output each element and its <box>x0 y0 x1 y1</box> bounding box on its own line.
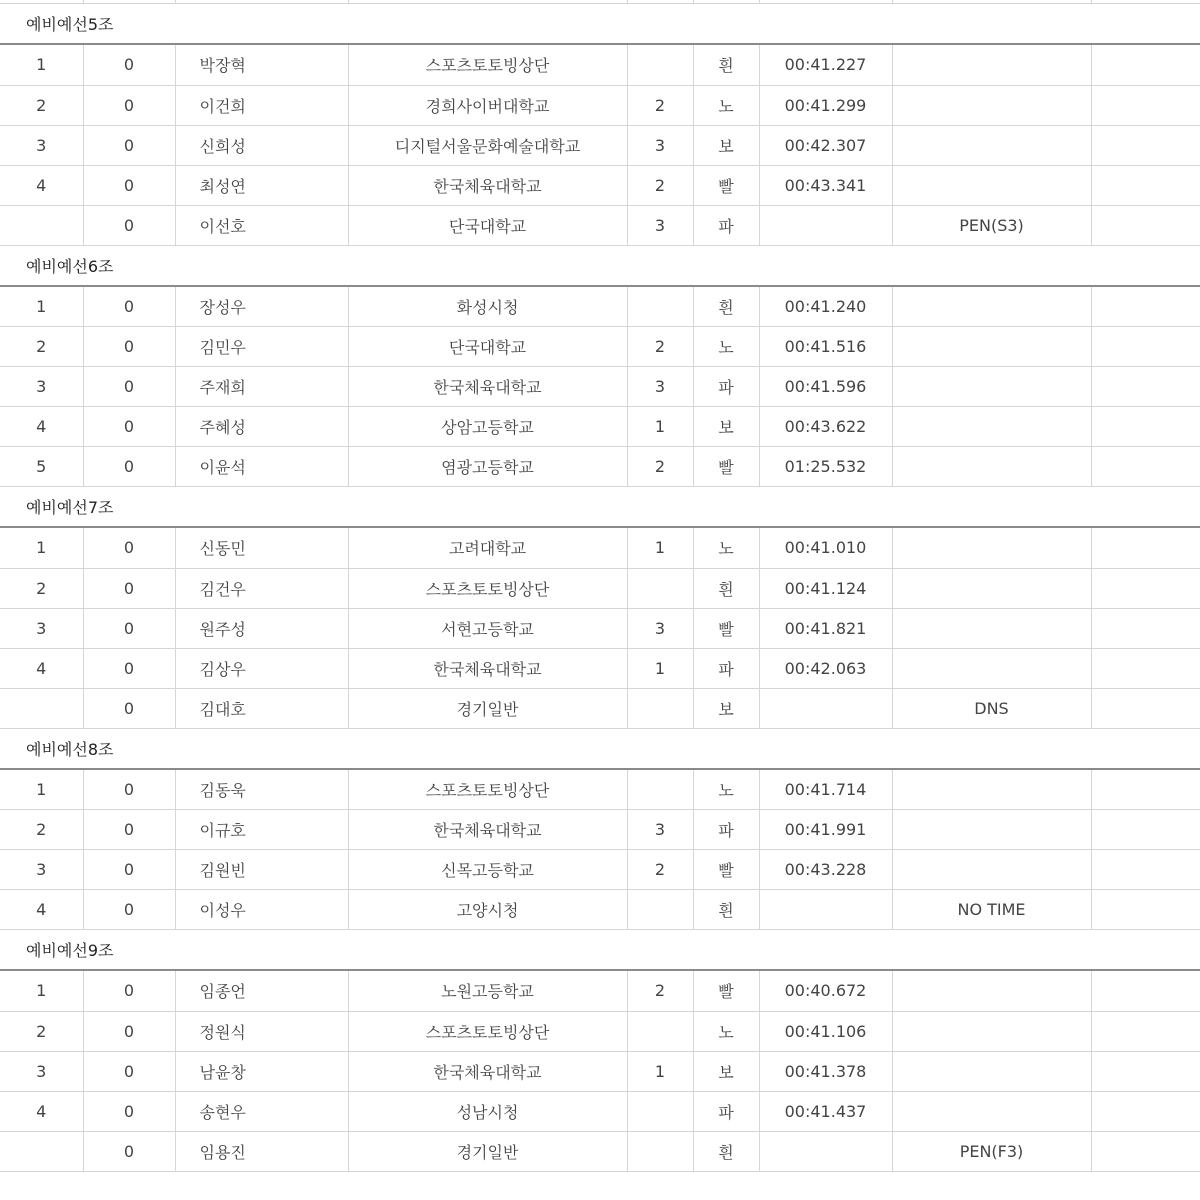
value-cell: 0 <box>83 165 175 205</box>
rank-cell: 4 <box>0 407 83 447</box>
helmet-color-cell: 노 <box>693 327 759 367</box>
helmet-color-cell: 노 <box>693 85 759 125</box>
note-cell <box>892 165 1091 205</box>
time-cell: 00:41.010 <box>759 528 892 568</box>
value-cell: 0 <box>83 850 175 890</box>
grade-cell: 1 <box>627 648 693 688</box>
empty-cell <box>1091 327 1200 367</box>
note-cell <box>892 608 1091 648</box>
value-cell: 0 <box>83 971 175 1011</box>
team-cell: 성남시청 <box>348 1091 627 1131</box>
time-cell: 00:41.299 <box>759 85 892 125</box>
value-cell: 0 <box>83 407 175 447</box>
rank-cell: 2 <box>0 568 83 608</box>
helmet-color-cell: 빨 <box>693 165 759 205</box>
table-row <box>0 770 1200 810</box>
value-cell: 0 <box>83 1091 175 1131</box>
table-row <box>0 407 1200 447</box>
results-table <box>0 528 1200 729</box>
table-row <box>0 850 1200 890</box>
results-list <box>0 4 1200 1172</box>
grade-cell <box>627 1011 693 1051</box>
time-cell: 00:40.672 <box>759 971 892 1011</box>
table-row <box>0 125 1200 165</box>
value-cell: 0 <box>83 810 175 850</box>
athlete-name-cell: 김동욱 <box>175 770 348 810</box>
athlete-name-cell: 임용진 <box>175 1131 348 1171</box>
grade-cell: 3 <box>627 608 693 648</box>
empty-cell <box>1091 770 1200 810</box>
time-cell <box>759 1131 892 1171</box>
empty-cell <box>1091 850 1200 890</box>
team-cell: 염광고등학교 <box>348 447 627 487</box>
athlete-name-cell: 이성우 <box>175 890 348 930</box>
time-cell: 00:43.228 <box>759 850 892 890</box>
rank-cell: 2 <box>0 85 83 125</box>
helmet-color-cell: 노 <box>693 770 759 810</box>
time-cell: 00:41.240 <box>759 287 892 327</box>
rank-cell: 5 <box>0 447 83 487</box>
grade-cell <box>627 568 693 608</box>
helmet-color-cell: 흰 <box>693 568 759 608</box>
time-cell <box>759 890 892 930</box>
time-cell: 00:41.596 <box>759 367 892 407</box>
empty-cell <box>1091 810 1200 850</box>
team-cell: 스포츠토토빙상단 <box>348 770 627 810</box>
value-cell: 0 <box>83 1011 175 1051</box>
grade-cell <box>627 1091 693 1131</box>
grade-cell: 3 <box>627 125 693 165</box>
heat-title: 예비예선7조 <box>0 487 1200 528</box>
athlete-name-cell: 송현우 <box>175 1091 348 1131</box>
grade-cell <box>627 1131 693 1171</box>
table-row <box>0 367 1200 407</box>
note-cell <box>892 568 1091 608</box>
team-cell: 상암고등학교 <box>348 407 627 447</box>
time-cell: 00:41.378 <box>759 1051 892 1091</box>
helmet-color-cell: 보 <box>693 125 759 165</box>
athlete-name-cell: 임종언 <box>175 971 348 1011</box>
helmet-color-cell: 흰 <box>693 287 759 327</box>
time-cell: 00:41.821 <box>759 608 892 648</box>
value-cell: 0 <box>83 648 175 688</box>
table-row <box>0 608 1200 648</box>
rank-cell: 3 <box>0 1051 83 1091</box>
empty-cell <box>1091 165 1200 205</box>
team-cell: 단국대학교 <box>348 205 627 245</box>
grade-cell <box>627 688 693 728</box>
time-cell <box>759 205 892 245</box>
table-row <box>0 648 1200 688</box>
time-cell: 00:41.227 <box>759 45 892 85</box>
team-cell: 스포츠토토빙상단 <box>348 45 627 85</box>
team-cell: 노원고등학교 <box>348 971 627 1011</box>
value-cell: 0 <box>83 287 175 327</box>
results-table <box>0 45 1200 246</box>
grade-cell <box>627 890 693 930</box>
athlete-name-cell: 신희성 <box>175 125 348 165</box>
heat-section <box>0 246 1200 488</box>
helmet-color-cell: 파 <box>693 367 759 407</box>
table-row <box>0 327 1200 367</box>
helmet-color-cell: 빨 <box>693 447 759 487</box>
empty-cell <box>1091 1051 1200 1091</box>
rank-cell: 3 <box>0 367 83 407</box>
time-cell: 00:42.307 <box>759 125 892 165</box>
athlete-name-cell: 원주성 <box>175 608 348 648</box>
note-cell <box>892 850 1091 890</box>
athlete-name-cell: 신동민 <box>175 528 348 568</box>
table-row <box>0 205 1200 245</box>
helmet-color-cell: 노 <box>693 528 759 568</box>
athlete-name-cell: 이선호 <box>175 205 348 245</box>
team-cell: 신목고등학교 <box>348 850 627 890</box>
time-cell: 00:41.106 <box>759 1011 892 1051</box>
rank-cell <box>0 688 83 728</box>
grade-cell: 2 <box>627 447 693 487</box>
table-row <box>0 528 1200 568</box>
empty-cell <box>1091 85 1200 125</box>
grade-cell: 1 <box>627 1051 693 1091</box>
value-cell: 0 <box>83 568 175 608</box>
empty-cell <box>1091 608 1200 648</box>
helmet-color-cell: 파 <box>693 1091 759 1131</box>
rank-cell: 1 <box>0 287 83 327</box>
grade-cell: 3 <box>627 367 693 407</box>
team-cell: 스포츠토토빙상단 <box>348 568 627 608</box>
grade-cell: 3 <box>627 205 693 245</box>
note-cell <box>892 1011 1091 1051</box>
team-cell: 한국체육대학교 <box>348 367 627 407</box>
rank-cell: 1 <box>0 528 83 568</box>
athlete-name-cell: 이윤석 <box>175 447 348 487</box>
empty-cell <box>1091 287 1200 327</box>
value-cell: 0 <box>83 890 175 930</box>
heat-section <box>0 487 1200 729</box>
note-cell: NO TIME <box>892 890 1091 930</box>
helmet-color-cell: 빨 <box>693 608 759 648</box>
value-cell: 0 <box>83 367 175 407</box>
empty-cell <box>1091 648 1200 688</box>
athlete-name-cell: 남윤창 <box>175 1051 348 1091</box>
heat-section <box>0 4 1200 246</box>
team-cell: 서현고등학교 <box>348 608 627 648</box>
table-row <box>0 688 1200 728</box>
note-cell <box>892 770 1091 810</box>
helmet-color-cell: 파 <box>693 205 759 245</box>
helmet-color-cell: 보 <box>693 1051 759 1091</box>
time-cell: 00:41.437 <box>759 1091 892 1131</box>
empty-cell <box>1091 1091 1200 1131</box>
value-cell: 0 <box>83 327 175 367</box>
results-table <box>0 770 1200 931</box>
note-cell <box>892 45 1091 85</box>
empty-cell <box>1091 367 1200 407</box>
note-cell <box>892 528 1091 568</box>
helmet-color-cell: 파 <box>693 648 759 688</box>
table-row <box>0 568 1200 608</box>
heat-title: 예비예선6조 <box>0 246 1200 287</box>
note-cell <box>892 648 1091 688</box>
empty-cell <box>1091 688 1200 728</box>
athlete-name-cell: 박장혁 <box>175 45 348 85</box>
team-cell: 단국대학교 <box>348 327 627 367</box>
athlete-name-cell: 이건희 <box>175 85 348 125</box>
helmet-color-cell: 보 <box>693 407 759 447</box>
team-cell: 한국체육대학교 <box>348 165 627 205</box>
athlete-name-cell: 김민우 <box>175 327 348 367</box>
note-cell <box>892 407 1091 447</box>
athlete-name-cell: 주혜성 <box>175 407 348 447</box>
rank-cell: 3 <box>0 850 83 890</box>
team-cell: 스포츠토토빙상단 <box>348 1011 627 1051</box>
value-cell: 0 <box>83 85 175 125</box>
time-cell: 00:43.341 <box>759 165 892 205</box>
note-cell <box>892 367 1091 407</box>
athlete-name-cell: 주재희 <box>175 367 348 407</box>
table-row <box>0 1011 1200 1051</box>
heat-title: 예비예선9조 <box>0 930 1200 971</box>
empty-cell <box>1091 528 1200 568</box>
helmet-color-cell: 흰 <box>693 890 759 930</box>
rank-cell: 2 <box>0 327 83 367</box>
athlete-name-cell: 장성우 <box>175 287 348 327</box>
helmet-color-cell: 빨 <box>693 850 759 890</box>
time-cell: 00:42.063 <box>759 648 892 688</box>
team-cell: 경기일반 <box>348 1131 627 1171</box>
grade-cell: 1 <box>627 407 693 447</box>
rank-cell: 2 <box>0 810 83 850</box>
value-cell: 0 <box>83 125 175 165</box>
table-row <box>0 287 1200 327</box>
helmet-color-cell: 흰 <box>693 45 759 85</box>
empty-cell <box>1091 971 1200 1011</box>
athlete-name-cell: 정원식 <box>175 1011 348 1051</box>
team-cell: 경기일반 <box>348 688 627 728</box>
athlete-name-cell: 김건우 <box>175 568 348 608</box>
grade-cell: 2 <box>627 971 693 1011</box>
note-cell <box>892 85 1091 125</box>
time-cell: 00:41.124 <box>759 568 892 608</box>
value-cell: 0 <box>83 528 175 568</box>
athlete-name-cell: 김상우 <box>175 648 348 688</box>
rank-cell <box>0 1131 83 1171</box>
grade-cell: 1 <box>627 528 693 568</box>
grade-cell: 2 <box>627 165 693 205</box>
value-cell: 0 <box>83 205 175 245</box>
rank-cell: 1 <box>0 45 83 85</box>
note-cell <box>892 287 1091 327</box>
time-cell: 00:43.622 <box>759 407 892 447</box>
table-row <box>0 447 1200 487</box>
value-cell: 0 <box>83 688 175 728</box>
grade-cell <box>627 45 693 85</box>
time-cell: 00:41.991 <box>759 810 892 850</box>
rank-cell <box>0 205 83 245</box>
helmet-color-cell: 빨 <box>693 971 759 1011</box>
value-cell: 0 <box>83 1131 175 1171</box>
table-row <box>0 165 1200 205</box>
empty-cell <box>1091 890 1200 930</box>
note-cell <box>892 125 1091 165</box>
value-cell: 0 <box>83 770 175 810</box>
note-cell <box>892 810 1091 850</box>
rank-cell: 4 <box>0 648 83 688</box>
note-cell: DNS <box>892 688 1091 728</box>
rank-cell: 2 <box>0 1011 83 1051</box>
team-cell: 고려대학교 <box>348 528 627 568</box>
empty-cell <box>1091 568 1200 608</box>
value-cell: 0 <box>83 447 175 487</box>
value-cell: 0 <box>83 1051 175 1091</box>
note-cell: PEN(S3) <box>892 205 1091 245</box>
table-row <box>0 1051 1200 1091</box>
table-row <box>0 1091 1200 1131</box>
table-row <box>0 810 1200 850</box>
empty-cell <box>1091 1131 1200 1171</box>
table-row <box>0 85 1200 125</box>
grade-cell: 2 <box>627 850 693 890</box>
empty-cell <box>1091 1011 1200 1051</box>
rank-cell: 4 <box>0 165 83 205</box>
rank-cell: 1 <box>0 770 83 810</box>
heat-section <box>0 729 1200 931</box>
team-cell: 한국체육대학교 <box>348 1051 627 1091</box>
table-row <box>0 45 1200 85</box>
rank-cell: 3 <box>0 608 83 648</box>
grade-cell <box>627 287 693 327</box>
helmet-color-cell: 노 <box>693 1011 759 1051</box>
value-cell: 0 <box>83 45 175 85</box>
athlete-name-cell: 이규호 <box>175 810 348 850</box>
athlete-name-cell: 최성연 <box>175 165 348 205</box>
team-cell: 화성시청 <box>348 287 627 327</box>
rank-cell: 4 <box>0 890 83 930</box>
note-cell <box>892 971 1091 1011</box>
helmet-color-cell: 보 <box>693 688 759 728</box>
note-cell: PEN(F3) <box>892 1131 1091 1171</box>
empty-cell <box>1091 125 1200 165</box>
grade-cell: 3 <box>627 810 693 850</box>
empty-cell <box>1091 407 1200 447</box>
athlete-name-cell: 김원빈 <box>175 850 348 890</box>
note-cell <box>892 327 1091 367</box>
time-cell: 01:25.532 <box>759 447 892 487</box>
empty-cell <box>1091 205 1200 245</box>
grade-cell: 2 <box>627 327 693 367</box>
helmet-color-cell: 파 <box>693 810 759 850</box>
time-cell: 00:41.516 <box>759 327 892 367</box>
team-cell: 디지털서울문화예술대학교 <box>348 125 627 165</box>
team-cell: 고양시청 <box>348 890 627 930</box>
value-cell: 0 <box>83 608 175 648</box>
team-cell: 한국체육대학교 <box>348 648 627 688</box>
time-cell: 00:41.714 <box>759 770 892 810</box>
note-cell <box>892 1091 1091 1131</box>
table-row <box>0 971 1200 1011</box>
athlete-name-cell: 김대호 <box>175 688 348 728</box>
helmet-color-cell: 흰 <box>693 1131 759 1171</box>
team-cell: 한국체육대학교 <box>348 810 627 850</box>
team-cell: 경희사이버대학교 <box>348 85 627 125</box>
empty-cell <box>1091 45 1200 85</box>
empty-cell <box>1091 447 1200 487</box>
rank-cell: 1 <box>0 971 83 1011</box>
heat-title: 예비예선8조 <box>0 729 1200 770</box>
results-table <box>0 971 1200 1172</box>
rank-cell: 4 <box>0 1091 83 1131</box>
table-row <box>0 1131 1200 1171</box>
note-cell <box>892 447 1091 487</box>
results-table <box>0 287 1200 488</box>
grade-cell: 2 <box>627 85 693 125</box>
table-row <box>0 890 1200 930</box>
time-cell <box>759 688 892 728</box>
heat-title: 예비예선5조 <box>0 4 1200 45</box>
rank-cell: 3 <box>0 125 83 165</box>
note-cell <box>892 1051 1091 1091</box>
heat-section <box>0 930 1200 1172</box>
grade-cell <box>627 770 693 810</box>
